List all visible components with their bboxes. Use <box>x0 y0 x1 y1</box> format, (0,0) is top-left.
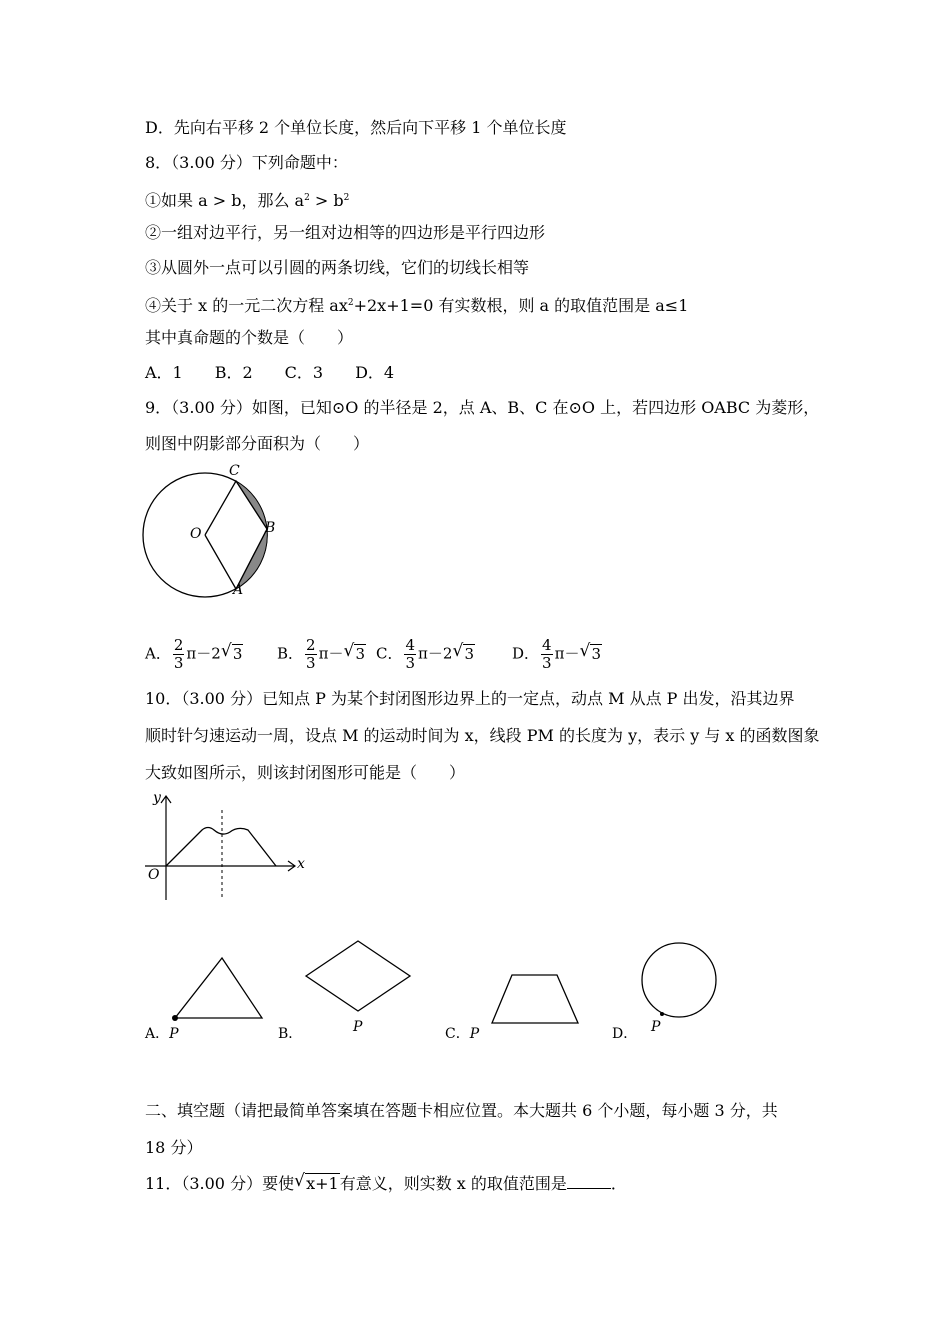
graph-label-y: y <box>153 790 161 806</box>
q8-item-3: ③从圆外一点可以引圆的两条切线，它们的切线长相等 <box>145 258 530 277</box>
q10-option-b-letter: B． <box>278 1026 303 1042</box>
q8-question: 其中真命题的个数是（ ） <box>145 328 354 347</box>
q11-text: 11．（3.00 分）要使 √ x+1有意义，则实数 x 的取值范围是 ． <box>145 1171 627 1193</box>
q10-option-b-point: P <box>353 1019 363 1035</box>
section-2-heading-line-2: 18 分） <box>145 1138 203 1157</box>
q9-circle-figure <box>140 460 280 600</box>
q9-option-d: D． $\frac{4}{3}$ π－ √ 3 <box>512 636 601 672</box>
q11-answer-blank[interactable] <box>567 1174 611 1189</box>
q10-option-c: C．P <box>445 1026 480 1042</box>
q10-function-graph <box>140 790 310 905</box>
q9-line-1: 9．（3.00 分）如图，已知⊙O 的半径是 2，点 A、B、C 在⊙O 上，若四边形 OABC 为菱形， <box>145 398 820 417</box>
q9-label-o: O <box>190 526 202 542</box>
q8-stem: 8．（3.00 分）下列命题中： <box>145 153 348 172</box>
point-p-marker <box>172 1015 178 1021</box>
q9-option-a: A． $\frac{2}{3}$ π－2 √ 3 <box>145 636 243 672</box>
point-p-marker <box>660 1012 664 1016</box>
q9-line-2: 则图中阴影部分面积为（ ） <box>145 434 370 453</box>
q9-option-c: C． $\frac{4}{3}$ π－2 √ 3 <box>376 636 474 672</box>
q10-line-1: 10．（3.00 分）已知点 P 为某个封闭图形边界上的一定点，动点 M 从点 P 出发，沿其边界 <box>145 689 795 708</box>
q8-item-2: ②一组对边平行，另一组对边相等的四边形是平行四边形 <box>145 223 546 242</box>
graph-curve <box>166 828 276 867</box>
q9-label-b: B <box>265 520 276 536</box>
graph-label-o: O <box>148 867 160 883</box>
q10-option-d-point: P <box>651 1019 661 1035</box>
q9-label-c: C <box>229 463 240 479</box>
q10-line-2: 顺时针匀速运动一周，设点 M 的运动时间为 x，线段 PM 的长度为 y，表示 y 与 x 的函数图象 <box>145 726 820 745</box>
q10-shape-trapezoid <box>485 972 585 1028</box>
graph-label-x: x <box>297 856 305 872</box>
section-2-heading-line-1: 二、填空题（请把最简单答案填在答题卡相应位置。本大题共 6 个小题，每小题 3 分，共 <box>145 1101 778 1120</box>
q10-shape-rhombus <box>303 938 415 1018</box>
q10-option-a: A．P <box>145 1026 179 1042</box>
q8-options: A．1 B．2 C．3 D．4 <box>145 363 395 382</box>
q7-option-d: D．先向右平移 2 个单位长度，然后向下平移 1 个单位长度 <box>145 118 567 137</box>
q8-item-1: ①如果 a > b，那么 $a^2 > b^2$ <box>145 191 350 210</box>
q10-shape-triangle <box>170 955 270 1025</box>
q9-option-b: B． $\frac{2}{3}$ π－ √ 3 <box>277 636 365 672</box>
q9-label-a: A <box>233 582 244 598</box>
q9-rhombus <box>205 481 267 589</box>
q10-option-d-letter: D． <box>612 1026 638 1042</box>
q10-shape-circle <box>638 939 722 1023</box>
q10-line-3: 大致如图所示，则该封闭图形可能是（ ） <box>145 763 466 782</box>
q8-item-4: ④关于 x 的一元二次方程 $ax^2+2x+1=0$ 有实数根，则 a 的取值范围是 a≤1 <box>145 296 689 315</box>
